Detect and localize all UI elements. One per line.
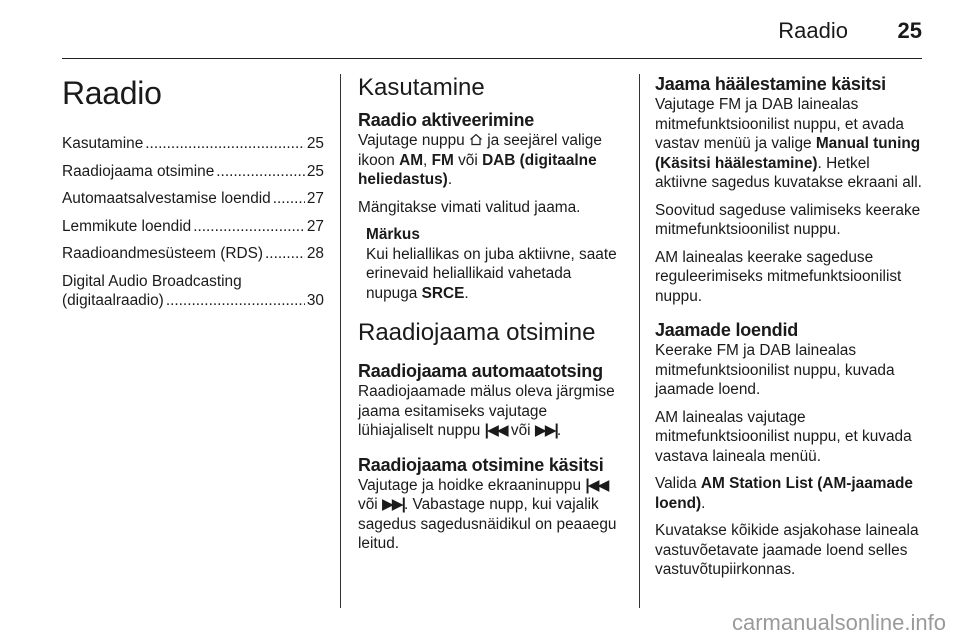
toc-entry-kasutamine[interactable]: Kasutamine ..... 25 <box>62 134 324 154</box>
toc-entry-rds[interactable]: Raadioandmesüsteem (RDS) ..... 28 <box>62 244 324 264</box>
toc-entry-dab[interactable]: Digital Audio Broadcasting (digitaalraadio) ..... 30 <box>62 272 324 311</box>
note-text: Kui heliallikas on juba aktiivne, saate erinevaid heliallikaid vahetada nupuga SRCE. <box>366 245 617 302</box>
subheading-auto-search: Raadiojaama automaatotsing <box>358 361 603 381</box>
paragraph-am-adjust: AM lainealas keerake sageduse reguleerimiseks mitmefunktsioonilist nuppu. <box>655 248 902 305</box>
paragraph-select-frequency: Soovitud sageduse valimiseks keerake mitmefunktsioonilist nuppu. <box>655 201 921 238</box>
section-heading-otsimine: Raadiojaama otsimine <box>358 319 596 346</box>
skip-forward-icon: ▶▶| <box>534 422 557 439</box>
column-divider-1 <box>340 74 341 608</box>
skip-back-icon: |◀◀ <box>585 476 608 494</box>
paragraph-auto-search: Raadiojaamade mälus oleva järgmise jaama esitamiseks vajutage lühiajaliselt nuppu |◀◀ või ▶▶|. <box>358 383 615 439</box>
running-header-title: Raadio <box>778 18 848 43</box>
content-column-3 <box>655 74 923 588</box>
skip-back-icon: |◀◀ <box>484 422 507 439</box>
paragraph-manual-tune: Vajutage FM ja DAB lainealas mitmefunktsioonilist nuppu, et avada vastav menüü ja valige Manual tuning (Käsitsi häälestamine). Hetkel aktiivne sagedus kuvatakse ekraani all. <box>655 96 922 191</box>
subheading-station-lists: Jaamade loendid <box>655 320 799 340</box>
toc-entry-favourites[interactable]: Lemmikute loendid ..... 27 <box>62 217 324 237</box>
paragraph-last-station: Mängitakse vimati valitud jaama. <box>358 198 581 216</box>
toc-entry-autosave[interactable]: Automaatsalvestamise loendid ..... 27 <box>62 189 324 209</box>
subheading-activate: Raadio aktiveerimine <box>358 110 535 130</box>
paragraph-activate: Vajutage nuppu ja seejärel valige ikoon AM, FM või DAB (digitaalne heliedastus). <box>358 132 602 188</box>
note-title: Märkus <box>366 226 420 243</box>
skip-forward-icon: ▶▶| <box>381 496 404 513</box>
note-box <box>358 225 622 303</box>
chapter-title: Raadio <box>62 75 162 111</box>
header-divider <box>62 58 922 59</box>
toc-entry-otsimine[interactable]: Raadiojaama otsimine ..... 25 <box>62 162 324 182</box>
paragraph-fm-dab-list: Keerake FM ja DAB lainealas mitmefunktsioonilist nuppu, kuvada jaamade loend. <box>655 342 895 398</box>
column-divider-2 <box>639 74 640 608</box>
paragraph-list-shown: Kuvatakse kõikide asjakohase laineala vastuvõetavate jaamade loend selles vastuvõtupiirkonnas. <box>655 522 919 578</box>
subheading-manual-search: Raadiojaama otsimine käsitsi <box>358 454 604 475</box>
watermark: carmanualsonline.info <box>731 610 946 635</box>
subheading-manual-tune: Jaama häälestamine käsitsi <box>655 74 886 94</box>
paragraph-select-am-list: Valida AM Station List (AM-jaamade loend). <box>655 475 913 512</box>
paragraph-am-menu: AM lainealas vajutage mitmefunktsioonilist nuppu, et kuvada vastava laineala menüü. <box>655 408 912 465</box>
content-column-2 <box>358 74 622 562</box>
paragraph-manual-search: Vajutage ja hoidke ekraaninuppu |◀◀ või ▶▶|. Vabastage nupp, kui vajalik sagedus sagedusnäidikul on peaaegu leitud. <box>358 476 617 552</box>
home-icon <box>469 132 483 149</box>
section-heading-kasutamine: Kasutamine <box>358 74 485 101</box>
page-number: 25 <box>897 18 922 43</box>
toc-column <box>62 74 324 319</box>
